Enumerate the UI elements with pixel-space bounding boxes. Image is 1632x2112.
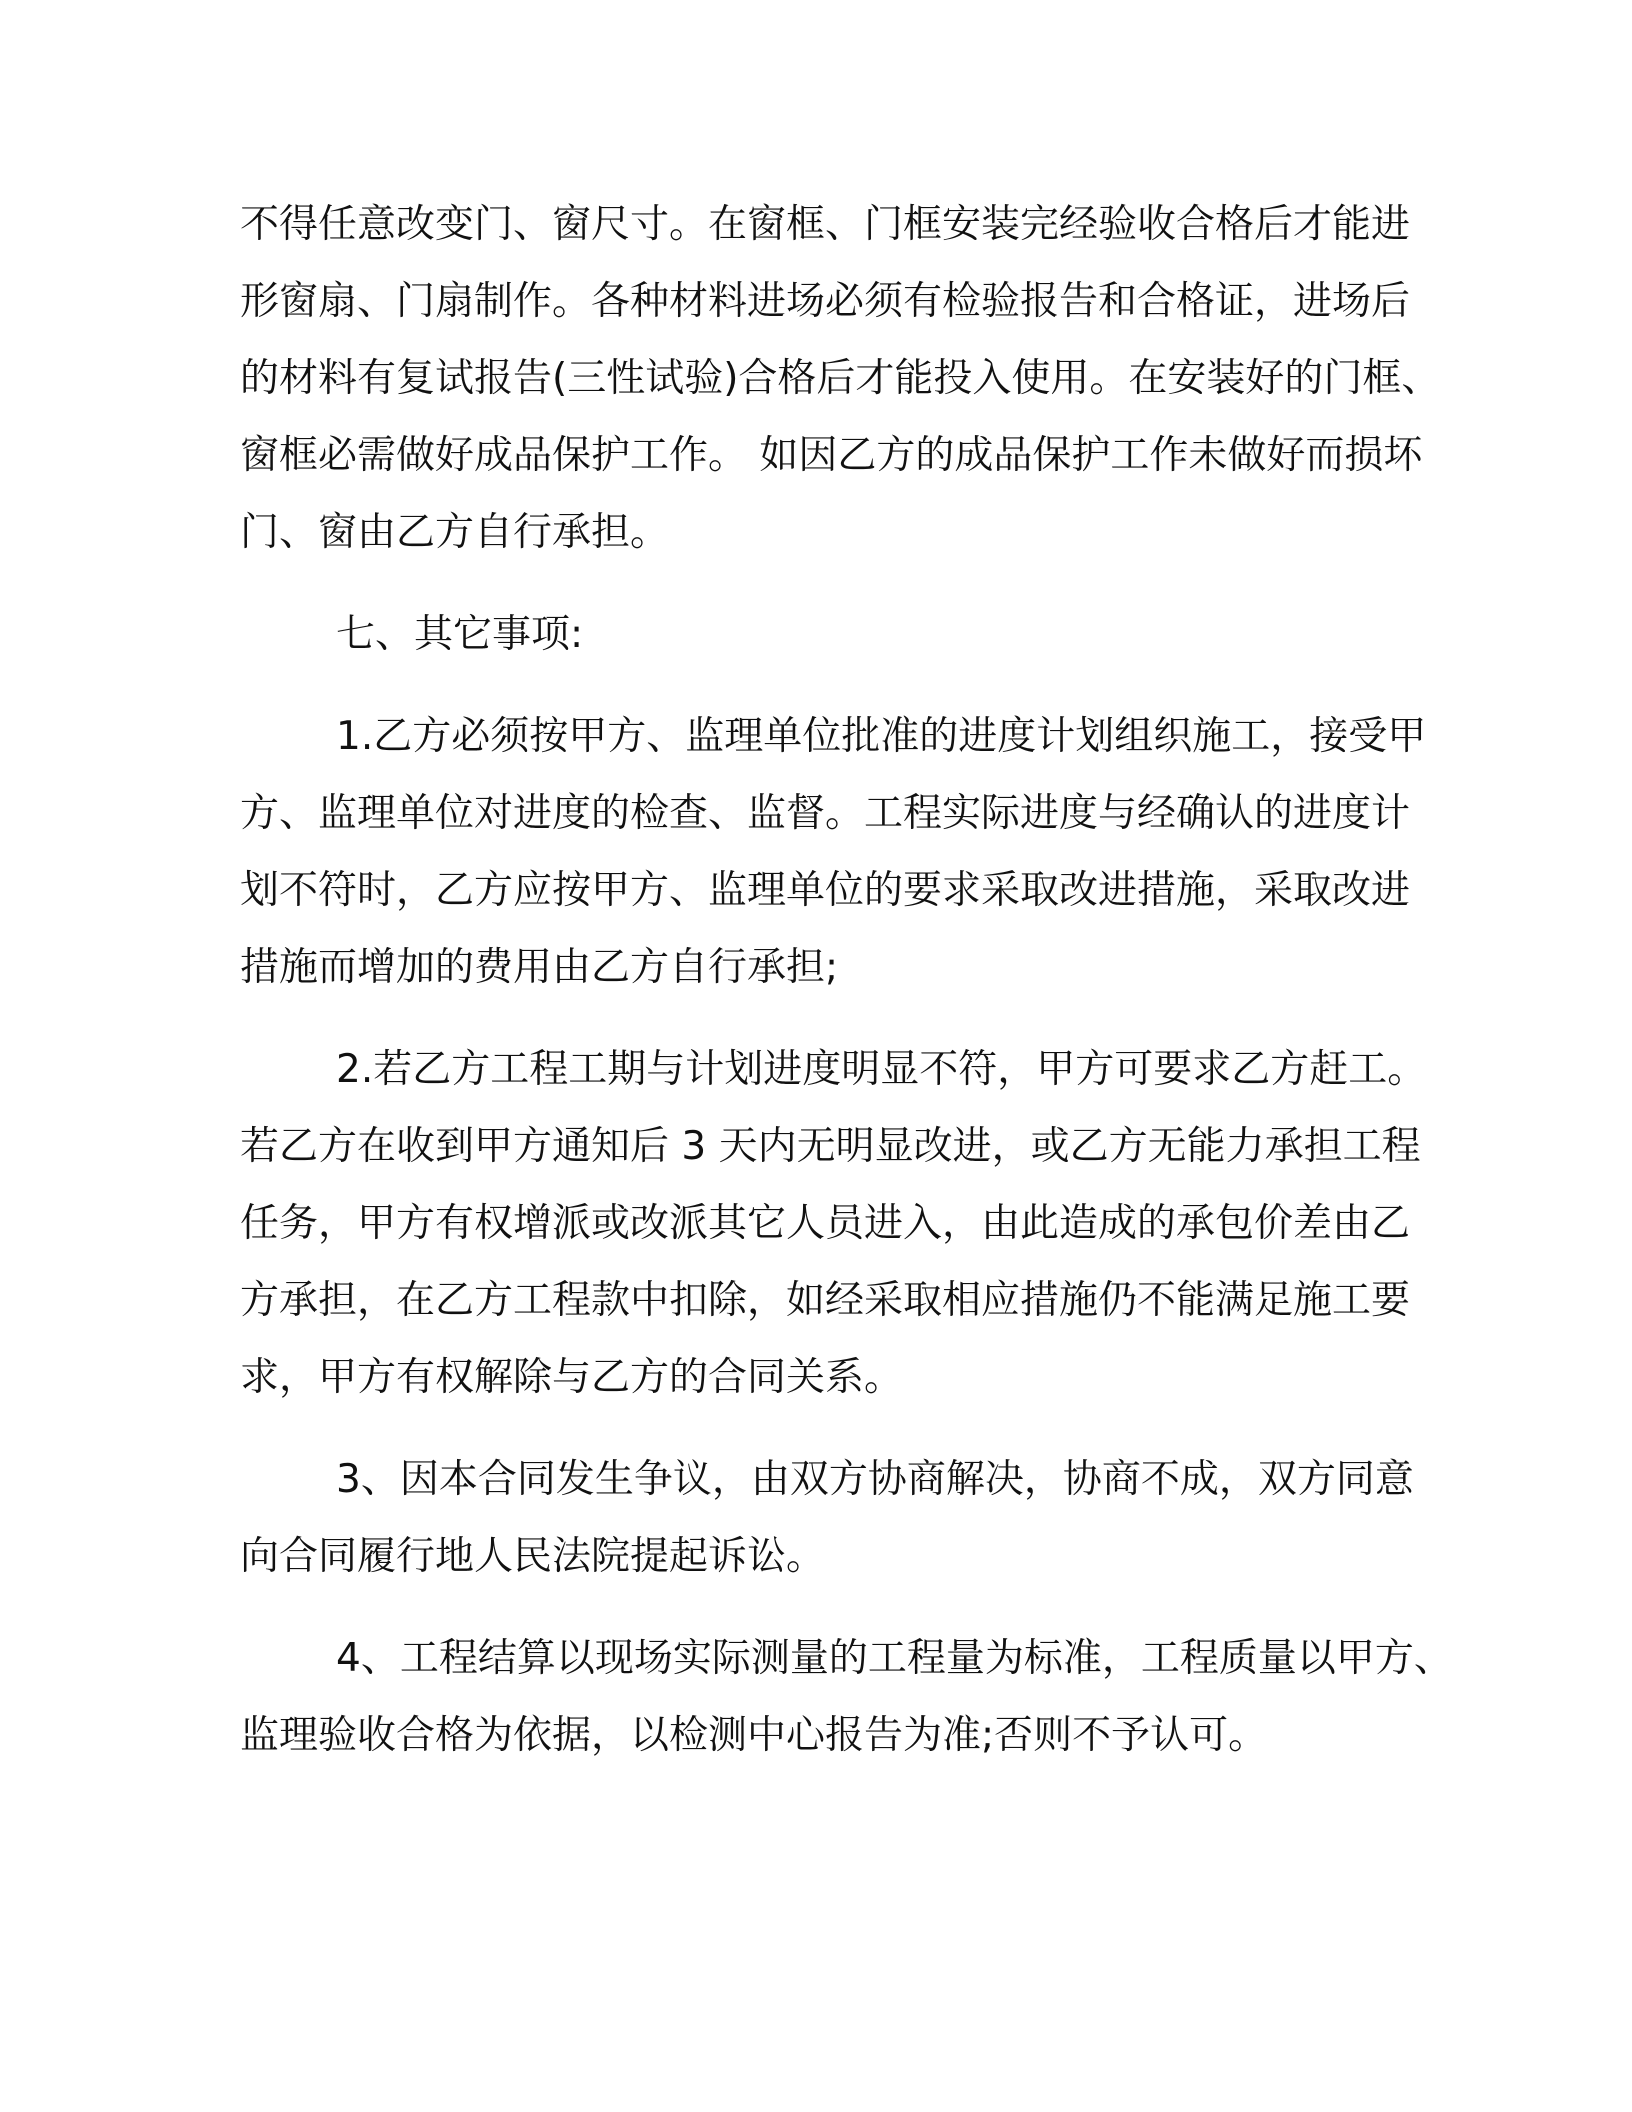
text-line: 2.若乙方工程工期与计划进度明显不符，甲方可要求乙方赶工。 [336,1047,1427,1092]
text-line: 1.乙方必须按甲方、监理单位批准的进度计划组织施工，接受甲 [336,714,1427,759]
text-line: 监理验收合格为依据，以检测中心报告为准;否则不予认可。 [240,1713,1268,1758]
text-line: 4、工程结算以现场实际测量的工程量为标准，工程质量以甲方、 [336,1636,1453,1681]
text-line: 的材料有复试报告(三性试验)合格后才能投入使用。在安装好的门框、 [240,356,1441,401]
text-line: 七、其它事项: [336,612,584,657]
clause-2-delay [240,1031,1427,1416]
text-line: 求，甲方有权解除与乙方的合同关系。 [240,1355,904,1400]
text-line: 窗框必需做好成品保护工作。 如因乙方的成品保护工作未做好而损坏 [240,433,1423,478]
text-line: 3、因本合同发生争议，由双方协商解决，协商不成，双方同意 [336,1457,1414,1502]
clause-1-schedule [240,698,1427,1006]
clause-4-settlement [240,1620,1453,1774]
clause-3-dispute [240,1441,1414,1595]
section-heading-other-matters [240,596,1385,673]
text-line: 方承担，在乙方工程款中扣除，如经采取相应措施仍不能满足施工要 [240,1278,1411,1323]
text-line: 若乙方在收到甲方通知后 3 天内无明显改进，或乙方无能力承担工程 [240,1124,1421,1169]
text-line: 不得任意改变门、窗尺寸。在窗框、门框安装完经验收合格后才能进 [240,202,1411,247]
document-body [240,186,1453,1774]
text-line: 门、窗由乙方自行承担。 [240,510,670,555]
text-line: 任务，甲方有权增派或改派其它人员进入，由此造成的承包价差由乙 [240,1201,1411,1246]
text-line: 方、监理单位对进度的检查、监督。工程实际进度与经确认的进度计 [240,791,1411,836]
text-line: 划不符时，乙方应按甲方、监理单位的要求采取改进措施，采取改进 [240,868,1411,913]
paragraph-door-window-requirements [240,186,1441,571]
text-line: 措施而增加的费用由乙方自行承担; [240,945,839,990]
text-line: 形窗扇、门扇制作。各种材料进场必须有检验报告和合格证，进场后 [240,279,1411,324]
text-line: 向合同履行地人民法院提起诉讼。 [240,1534,826,1579]
